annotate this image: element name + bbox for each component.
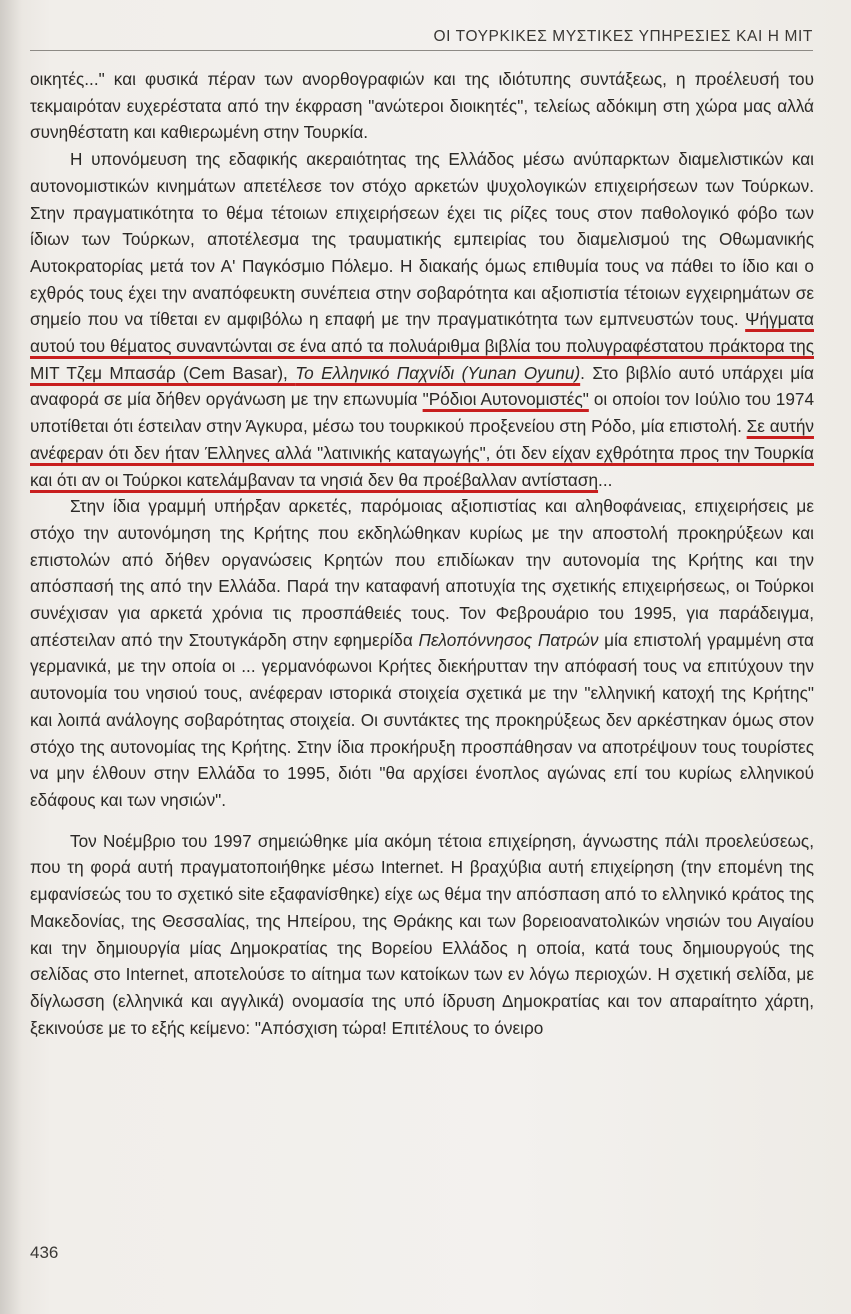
book-reference-text: Ψήγματα αυτού του θέματος συναντώνται σε ένα από τα πολυάριθμα βιβλία του πολυγραφέστατου πράκτορα της ΜΙΤ Τζεμ Μπασάρ (Cem Basar), bbox=[30, 309, 814, 383]
book-title: Το Ελληνικό Παχνίδι (Yunan Oyunu) bbox=[295, 362, 581, 383]
paragraph-2-intro: Η υπονόμευση της εδαφικής ακεραιότητας της Ελλάδος μέσω ανύπαρκτων διαμελιστικών και αυτονομιστικών κινημάτων απετέλεσε τον στόχο αρκετών ψυχολογικών επιχειρήσεων των Τούρκων. Στην πραγματικότητα το θέμα τέτοιων επιχειρήσεων έχει τις ρίζες τους στον παθολογικό φόβο των ίδιων των Τούρκων, αποτέλεσμα της τραυματικής εμπειρίας του διαμελισμού της Οθωμανικής Αυτοκρατορίας μετά τον Α' Παγκόσμιο Πόλεμο. Η διακαής όμως επιθυμία τους να πάθει το ίδιο και ο εχθρός τους έχει την αναπόφευκτη συνέπεια στην σοβαρότητα και αξιοπιστία τέτοιων εγχειρημάτων σε σημείο που να τίθεται εν αμφιβόλω η επαφή με την πραγματικότητα των εμπνευστών τους. bbox=[30, 149, 814, 330]
paragraph-2-letter: οι οποίοι τον Ιούλιο του 1974 υποτίθεται ότι έστειλαν στην Άγκυρα, μέσω του τουρκικού προξενείου στη Ρόδο, μία επιστολή. bbox=[30, 389, 814, 437]
body-text bbox=[30, 66, 814, 1041]
newspaper-name: Πελοπόννησος Πατρών bbox=[418, 629, 599, 650]
running-head: ΟΙ ΤΟΥΡΚΙΚΕΣ ΜΥΣΤΙΚΕΣ ΥΠΗΡΕΣΙΕΣ ΚΑΙ Η ΜΙΤ bbox=[433, 28, 813, 45]
underlined-passage-letter: Σε αυτήν ανέφεραν ότι δεν ήταν Έλληνες αλλά "λατινικής καταγωγής", ότι δεν είχαν εχθρότητα προς την Τουρκία και ότι αν οι Τούρκοι κατελάμβαναν τα νησιά δεν θα προέβαλλαν αντίσταση bbox=[30, 416, 814, 490]
underlined-organization-name: "Ρόδιοι Αυτονομιστές" bbox=[422, 389, 589, 410]
paragraph-2-middle: . Στο βιβλίο αυτό υπάρχει μία αναφορά σε μία δήθεν οργάνωση με την επωνυμία bbox=[30, 362, 814, 410]
binding-shadow bbox=[0, 0, 22, 1314]
paragraph-1: οικητές..." και φυσικά πέραν των ανορθογραφιών και της ιδιότυπης συντάξεως, η προέλευσή του τεκμαιρόταν ευχερέστατα από την έκφραση "ανώτεροι διοικητές", τελείως αδόκιμη στη χώρα μας αλλά συνηθέστατη και καθιερωμένη στην Τουρκία. bbox=[30, 69, 814, 143]
paragraph-2-ellipsis: ... bbox=[598, 469, 613, 490]
header-rule bbox=[30, 50, 813, 51]
paragraph-2 bbox=[30, 146, 814, 493]
paragraph-3-part-b: μία επιστολή γραμμένη στα γερμανικά, με την οποία οι ... γερμανόφωνοι Κρήτες διεκήρυτταν την απόφασή τους να επιτύχουν την αυτονομία του νησιού τους, ανέφεραν ιστορικά στοιχεία σχετικά με την "ελληνική κατοχή της Κρήτης" και λοιπά ανάλογης σοβαρότητας στοιχεία. Οι συντάκτες της προκηρύξεως δεν αρκέστηκαν όμως στον στόχο της αυτονομίας της Κρήτης. Στην ίδια προκήρυξη προσπάθησαν να αποτρέψουν τους τουρίστες να μην έλθουν στην Ελλάδα το 1995, διότι "θα αρχίσει ένοπλος αγώνας επί του κυρίως ελληνικού εδάφους και των νησιών". bbox=[30, 629, 814, 810]
paragraph-3-part-a: Στην ίδια γραμμή υπήρξαν αρκετές, παρόμοιας αξιοπιστίας και αληθοφάνειας, επιχειρήσεις με στόχο την αυτονόμηση της Κρήτης που εκδηλώθηκαν κυρίως με την αποστολή προκηρύξεων και επιστολών από δήθεν οργανώσεις Κρητών που επιδίωκαν την αυτονομία της Κρήτης και την απόσπασή της από την Ελλάδα. Παρά την καταφανή αποτυχία της σχετικής επιχειρήσεως, οι Τούρκοι συνέχισαν για αρκετά χρόνια τις προσπάθειές τους. Τον Φεβρουάριο του 1995, για παράδειγμα, απέστειλαν από την Στουτγκάρδη στην εφημερίδα bbox=[30, 496, 814, 650]
paragraph-4: Τον Νοέμβριο του 1997 σημειώθηκε μία ακόμη τέτοια επιχείρηση, άγνωστης πάλι προελεύσεως, που τη φορά αυτή πραγματοποιήθηκε μέσω Internet. Η βραχύβια αυτή επιχείρηση (την επομένη της εμφανίσεώς του το σχετικό site εξαφανίσθηκε) είχε ως θέμα την απόσπαση από το ελληνικό κράτος της Μακεδονίας, της Θεσσαλίας, της Ηπείρου, της Θράκης και των βορειοανατολικών νησιών του Αιγαίου και την δημιουργία μίας Δημοκρατίας της Βορείου Ελλάδος η οποία, κατά τους δημιουργούς της σελίδας στο Internet, αποτελούσε το αίτημα των κατοίκων των εν λόγω περιοχών. Η σχετική σελίδα, με δίγλωσση (ελληνικά και αγγλικά) ονομασία της υπό ίδρυση Δημοκρατίας και τον απαραίτητο χάρτη, ξεκινούσε με το εξής κείμενο: "Απόσχιση τώρα! Επιτέλους το όνειρο bbox=[30, 830, 814, 1038]
page-number: 436 bbox=[30, 1243, 59, 1262]
paragraph-3 bbox=[30, 493, 814, 813]
